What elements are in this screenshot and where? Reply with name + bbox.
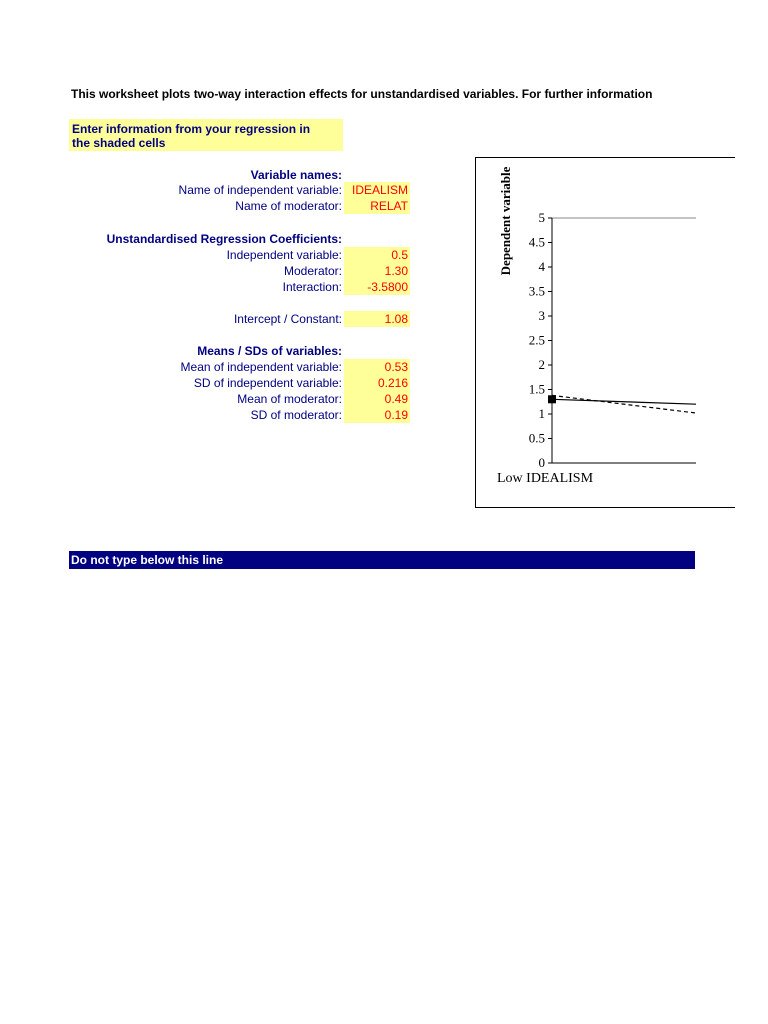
independent-coef-label: Independent variable: [226,248,342,262]
series-line-1 [552,399,696,404]
y-tick-label: 2.5 [528,332,545,348]
y-tick-label: 2 [538,357,545,372]
instructions-box [69,119,343,151]
moderator-coef-cell[interactable]: 1.30 [344,263,410,279]
intercept-cell[interactable]: 1.08 [344,311,410,327]
independent-name-cell[interactable]: IDEALISM [344,182,410,198]
y-tick-label: 4 [538,259,545,274]
series-marker [548,395,556,403]
y-tick-label: 0 [538,455,545,470]
do-not-type-banner: Do not type below this line [69,551,695,569]
moderator-coef-label: Moderator: [283,264,342,278]
y-axis-label: Dependent variable [498,166,513,276]
mean-iv-label: Mean of independent variable: [180,360,342,374]
y-tick-label: 5 [538,210,545,225]
moderator-name-label: Name of moderator: [235,199,342,213]
means-heading: Means / SDs of variables: [197,344,342,358]
sd-iv-cell[interactable]: 0.216 [344,375,410,391]
sd-mod-cell[interactable]: 0.19 [344,407,410,423]
series-line-2 [552,395,696,413]
mean-mod-cell[interactable]: 0.49 [344,391,410,407]
y-tick-label: 3.5 [528,283,545,299]
variable-names-heading: Variable names: [250,168,342,182]
mean-mod-label: Mean of moderator: [237,392,342,406]
mean-iv-cell[interactable]: 0.53 [344,359,410,375]
y-tick-label: 1.5 [528,381,545,397]
instructions-line2: the shaded cells [72,136,166,150]
coefficients-heading: Unstandardised Regression Coefficients: [106,232,342,246]
y-tick-label: 1 [538,406,545,421]
y-tick-label: 3 [538,308,545,323]
y-tick-label: 4.5 [528,234,545,250]
independent-name-label: Name of independent variable: [178,183,342,197]
intercept-label: Intercept / Constant: [233,312,342,326]
moderator-name-cell[interactable]: RELAT [344,198,410,214]
sd-mod-label: SD of moderator: [250,408,342,422]
x-axis-low-label: Low IDEALISM [497,471,594,486]
sd-iv-label: SD of independent variable: [193,376,342,390]
interaction-coef-label: Interaction: [282,280,342,294]
interaction-chart [475,157,696,508]
independent-coef-cell[interactable]: 0.5 [344,247,410,263]
interaction-coef-cell[interactable]: -3.5800 [344,279,410,295]
intro-text: This worksheet plots two-way interaction effects for unstandardised variables. For further information [71,87,653,101]
y-tick-label: 0.5 [528,430,545,446]
instructions-line1: Enter information from your regression in [72,122,311,136]
